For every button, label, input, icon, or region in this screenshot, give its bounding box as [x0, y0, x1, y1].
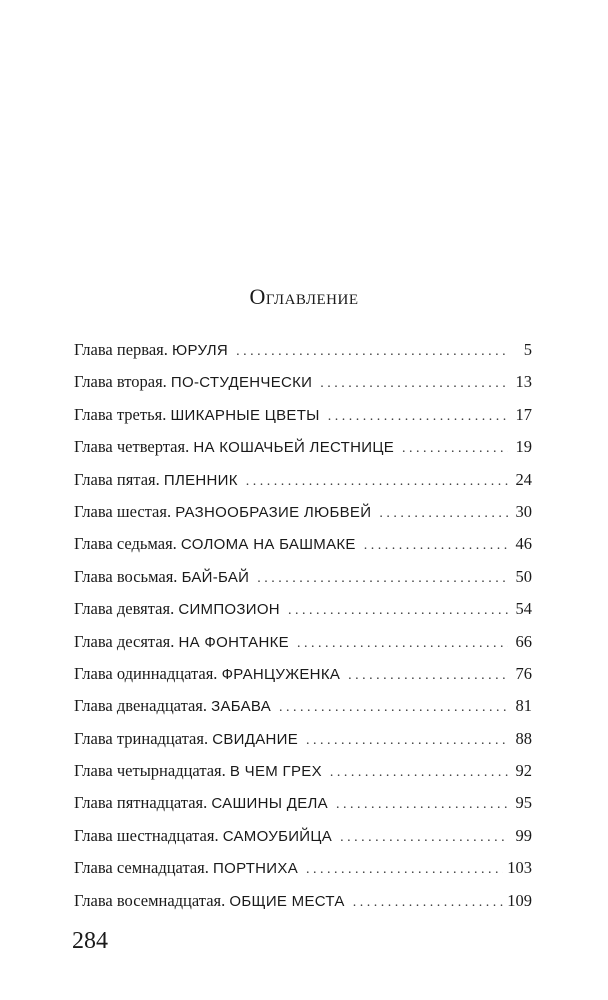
toc-page-number: 50 — [515, 566, 532, 586]
toc-chapter — [74, 567, 249, 587]
toc-chapter — [74, 437, 394, 457]
toc-chapter-label: Глава первая. — [74, 340, 168, 359]
toc-dot-leader — [364, 538, 508, 554]
toc-page-number: 13 — [515, 372, 532, 392]
toc-title: Оглавление — [249, 284, 359, 309]
toc-page-number: 99 — [515, 825, 532, 845]
toc-dot-leader — [306, 862, 503, 878]
toc-entry — [74, 567, 532, 599]
toc-entry — [74, 599, 532, 631]
toc-chapter-name: В ЧЕМ ГРЕХ — [229, 763, 322, 781]
toc-chapter-name: НА ФОНТАНКЕ — [178, 633, 289, 651]
toc-chapter-label: Глава четырнадцатая. — [74, 761, 226, 781]
toc-chapter — [74, 826, 332, 846]
toc-dot-leader — [353, 895, 504, 911]
toc-page-number: 17 — [515, 404, 532, 424]
toc-page-number: 46 — [515, 534, 532, 554]
toc-dot-leader — [348, 668, 508, 684]
toc-entry — [74, 372, 532, 404]
toc-chapter — [74, 632, 289, 652]
toc-page-number: 54 — [515, 599, 532, 619]
toc-entry — [74, 664, 532, 696]
toc-chapter-label: Глава пятая. — [74, 469, 160, 489]
toc-list — [74, 340, 532, 923]
toc-entry — [74, 729, 532, 761]
toc-dot-leader — [279, 700, 508, 716]
toc-chapter-label: Глава вторая. — [74, 372, 167, 392]
toc-chapter-name: ПЛЕННИК — [163, 471, 238, 489]
toc-page-number: 30 — [515, 501, 532, 521]
toc-chapter-name: СОЛОМА НА БАШМАКЕ — [180, 536, 356, 554]
toc-chapter — [74, 470, 238, 490]
toc-chapter — [74, 372, 312, 392]
toc-entry — [74, 891, 532, 923]
toc-chapter-label: Глава седьмая. — [74, 534, 177, 554]
toc-page-number: 66 — [515, 631, 532, 651]
toc-chapter-name: СВИДАНИЕ — [212, 730, 299, 748]
toc-chapter-name: РАЗНООБРАЗИЕ ЛЮБВЕЙ — [175, 503, 372, 521]
toc-chapter — [74, 858, 298, 878]
toc-chapter — [74, 793, 328, 813]
toc-entry — [74, 826, 532, 858]
toc-entry — [74, 437, 532, 469]
toc-chapter-name: ШИКАРНЫЕ ЦВЕТЫ — [170, 406, 320, 424]
toc-dot-leader — [330, 765, 508, 781]
toc-chapter — [74, 729, 298, 749]
toc-chapter-label: Глава девятая. — [74, 599, 175, 619]
toc-entry — [74, 534, 532, 566]
toc-chapter-label: Глава тринадцатая. — [74, 728, 209, 748]
toc-chapter-label: Глава одиннадцатая. — [74, 663, 218, 683]
toc-dot-leader — [236, 344, 508, 360]
toc-chapter-label: Глава восемнадцатая. — [74, 890, 226, 910]
toc-chapter — [74, 534, 356, 554]
toc-chapter-name: САШИНЫ ДЕЛА — [211, 795, 328, 813]
toc-dot-leader — [306, 733, 508, 749]
toc-chapter-name: ПО-СТУДЕНЧЕСКИ — [170, 374, 313, 392]
toc-dot-leader — [288, 603, 508, 619]
toc-chapter-name: ОБЩИЕ МЕСТА — [229, 892, 345, 910]
toc-entry — [74, 340, 532, 372]
toc-chapter-name: СИМПОЗИОН — [178, 601, 280, 619]
toc-dot-leader — [328, 409, 508, 425]
toc-chapter — [74, 761, 322, 781]
toc-page-number: 5 — [523, 340, 532, 359]
toc-chapter-label: Глава четвертая. — [74, 437, 190, 457]
toc-page-number: 76 — [515, 663, 532, 683]
toc-entry — [74, 858, 532, 890]
toc-chapter-label: Глава шестая. — [74, 501, 172, 521]
toc-chapter-name: ЗАБАВА — [211, 698, 272, 716]
toc-page-number: 109 — [507, 890, 532, 910]
toc-chapter-label: Глава третья. — [74, 404, 167, 424]
toc-chapter-label: Глава десятая. — [74, 631, 175, 651]
toc-chapter-name: БАЙ-БАЙ — [181, 568, 250, 586]
toc-chapter — [74, 502, 371, 522]
toc-page-number: 88 — [515, 728, 532, 748]
toc-entry — [74, 632, 532, 664]
toc-entry — [74, 793, 532, 825]
toc-entry — [74, 470, 532, 502]
toc-chapter-name: НА КОШАЧЬЕЙ ЛЕСТНИЦЕ — [193, 439, 395, 457]
toc-page-number: 95 — [515, 793, 532, 813]
toc-chapter-name: ФРАНЦУЖЕНКА — [221, 665, 341, 683]
toc-dot-leader — [402, 441, 508, 457]
toc-chapter-name: ПОРТНИХА — [213, 860, 298, 878]
toc-chapter-label: Глава пятнадцатая. — [74, 793, 208, 813]
toc-chapter-label: Глава восьмая. — [74, 566, 178, 586]
toc-chapter-label: Глава шестнадцатая. — [74, 825, 219, 845]
toc-chapter — [74, 696, 271, 716]
toc-entry — [74, 696, 532, 728]
toc-chapter-label: Глава двенадцатая. — [74, 696, 208, 716]
toc-dot-leader — [246, 474, 508, 490]
toc-chapter-label: Глава семнадцатая. — [74, 858, 209, 878]
toc-page-number: 24 — [515, 469, 532, 489]
toc-page-number: 103 — [507, 858, 532, 878]
toc-entry — [74, 502, 532, 534]
toc-chapter — [74, 599, 280, 619]
toc-entry — [74, 405, 532, 437]
toc-chapter — [74, 891, 345, 911]
toc-dot-leader — [257, 571, 508, 587]
toc-entry — [74, 761, 532, 793]
page-number: 284 — [72, 928, 108, 954]
toc-page-number: 81 — [515, 696, 532, 716]
toc-chapter — [74, 340, 228, 360]
toc-chapter — [74, 664, 340, 684]
toc-dot-leader — [297, 636, 508, 652]
toc-dot-leader — [340, 830, 508, 846]
toc-dot-leader — [320, 376, 508, 392]
toc-dot-leader — [336, 797, 508, 813]
toc-page-number: 92 — [515, 761, 532, 781]
toc-page-number: 19 — [515, 437, 532, 457]
toc-chapter-name: САМОУБИЙЦА — [222, 827, 333, 845]
toc-chapter-name: ЮРУЛЯ — [172, 342, 229, 359]
toc-chapter — [74, 405, 320, 425]
toc-dot-leader — [379, 506, 508, 522]
